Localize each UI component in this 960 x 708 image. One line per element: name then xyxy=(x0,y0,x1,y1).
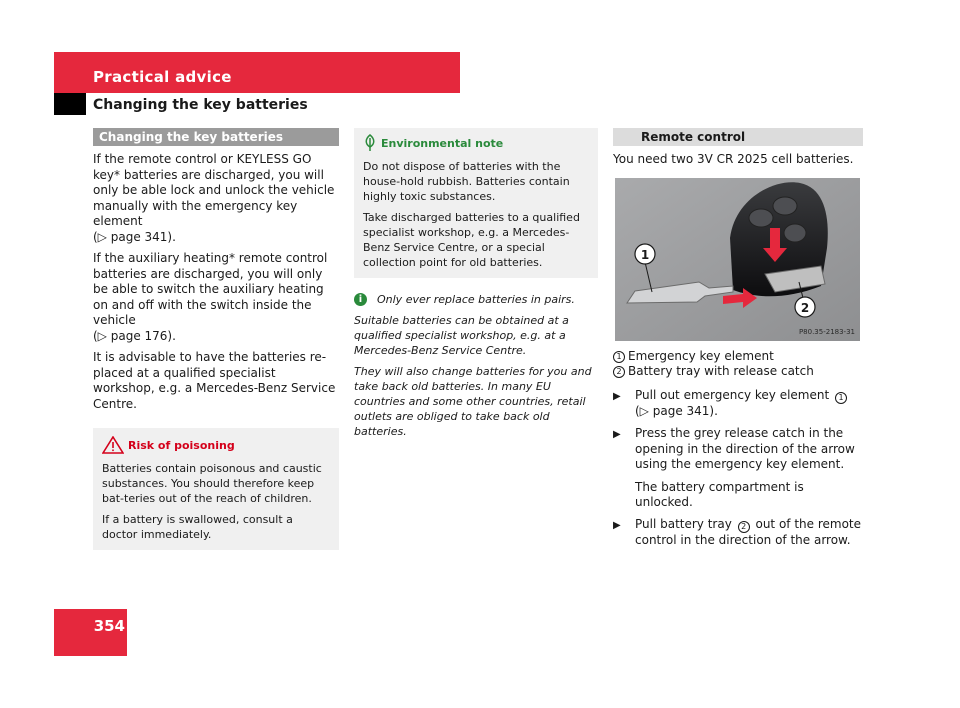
info-text: Suitable batteries can be obtained at a qualified specialist workshop, e.g. at a Mercedes-Benz Service Centre. xyxy=(354,314,569,357)
left-column xyxy=(93,128,339,550)
environmental-note-title: Environmental note xyxy=(381,136,504,150)
section-heading: Changing the key batteries xyxy=(93,128,339,146)
info-icon: i xyxy=(354,293,367,306)
section-title: Practical advice xyxy=(93,68,232,86)
step-text: Pull out emergency key element 1 (▷ page 341). xyxy=(635,388,863,420)
page-number-box xyxy=(54,609,127,656)
step-result: The battery compartment is unlocked. xyxy=(635,479,804,509)
legend-item xyxy=(613,364,863,380)
legend-text: Battery tray with release catch xyxy=(628,364,814,378)
section-header-bar xyxy=(54,52,460,93)
remote-control-figure xyxy=(615,178,860,341)
inline-number: 1 xyxy=(835,392,847,404)
environmental-note-header xyxy=(363,134,590,152)
legend-number: 2 xyxy=(613,366,625,378)
info-notes xyxy=(354,292,598,439)
environmental-note-box xyxy=(354,128,598,278)
legend-text: Emergency key element xyxy=(628,348,774,363)
triangle-bullet-icon: ▶ xyxy=(613,390,621,402)
environmental-note-text: Take discharged batteries to a qualified specialist workshop, e.g. a Mercedes-Benz Service Centre, or a special collection point for old batteries. xyxy=(363,211,580,269)
info-text: Only ever replace batteries in pairs. xyxy=(377,293,575,306)
legend-item xyxy=(613,349,863,365)
step-text: Press the grey release catch in the opening in the direction of the arrow using the emergency key element. xyxy=(635,426,855,471)
leaf-icon xyxy=(363,134,377,152)
remote-key-illustration xyxy=(615,178,860,341)
middle-column xyxy=(354,128,598,445)
paragraph-text: If the remote control or KEYLESS GO key* batteries are discharged, you will only be able lock and unlock the vehicle manually with the emergency key element xyxy=(93,152,335,228)
section-tab-marker xyxy=(54,93,86,115)
figure-code: P80.35-2183-31 xyxy=(798,327,855,336)
figure-legend xyxy=(613,349,863,380)
paragraph-text: If the auxiliary heating* remote control batteries are discharged, you will only be able to switch the auxiliary heating on and off with the switch inside the vehicle xyxy=(93,251,328,327)
instruction-step xyxy=(613,426,863,473)
legend-number: 1 xyxy=(613,351,625,363)
warning-title: Risk of poisoning xyxy=(128,438,235,452)
triangle-bullet-icon: ▶ xyxy=(613,519,621,531)
page-reference-link[interactable]: (▷ page 341). xyxy=(93,229,176,244)
instruction-step xyxy=(613,388,863,420)
callout-2: 2 xyxy=(800,300,810,315)
info-text: They will also change batteries for you and take back old batteries. In many EU countries and some other countries, retail outlets are obliged to take back old batteries. xyxy=(354,365,592,438)
page-reference-link[interactable]: (▷ page 341). xyxy=(635,403,718,418)
environmental-note-text: Do not dispose of batteries with the house-hold rubbish. Batteries contain highly toxic substances. xyxy=(363,160,570,203)
warning-text: If a battery is swallowed, consult a doctor immediately. xyxy=(102,513,293,541)
info-note xyxy=(354,292,598,307)
warning-text: Batteries contain poisonous and caustic substances. You should therefore keep bat-teries out of the reach of children. xyxy=(102,462,322,505)
page-reference-link[interactable]: (▷ page 176). xyxy=(93,328,176,343)
warning-header xyxy=(102,436,331,454)
step-text: Pull battery tray 2 out of the remote control in the direction of the arrow. xyxy=(635,516,862,547)
subsection-title: Changing the key batteries xyxy=(93,97,308,113)
intro-text: You need two 3V CR 2025 cell batteries. xyxy=(613,152,854,166)
warning-box xyxy=(93,428,339,550)
callout-1: 1 xyxy=(640,247,650,262)
paragraph xyxy=(93,152,339,245)
right-column xyxy=(613,128,863,555)
triangle-bullet-icon: ▶ xyxy=(613,429,621,440)
instruction-step xyxy=(613,517,863,549)
section-heading: Remote control xyxy=(613,128,863,146)
paragraph: It is advisable to have the batteries re-placed at a qualified specialist workshop, e.g. a Mercedes-Benz Service Centre. xyxy=(93,350,336,411)
page-number: 354 xyxy=(93,617,125,635)
inline-number: 2 xyxy=(738,521,750,533)
paragraph xyxy=(93,251,339,344)
warning-triangle-icon xyxy=(102,436,124,454)
